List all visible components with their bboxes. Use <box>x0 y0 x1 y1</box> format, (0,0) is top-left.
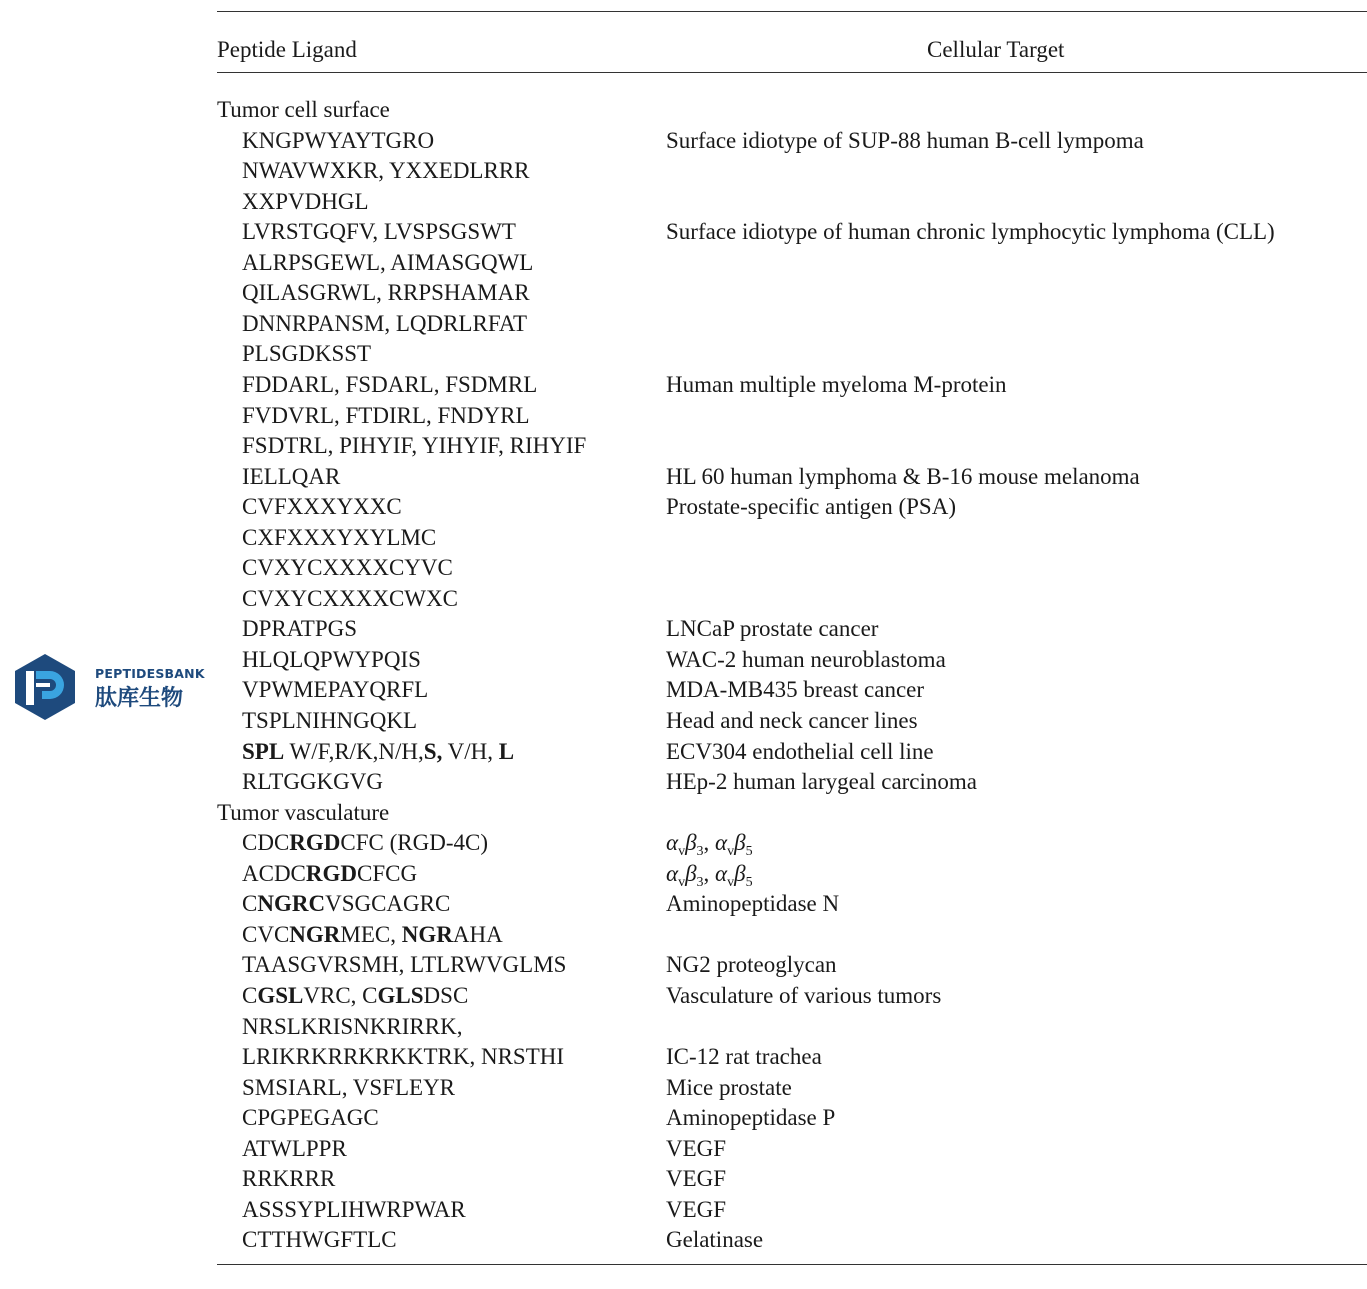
table-top-rule <box>217 11 1367 12</box>
table-row <box>0 339 1367 369</box>
peptide-ligand-cell: NRSLKRISNKRIRRK, <box>242 1013 463 1039</box>
section-heading: Tumor cell surface <box>217 97 390 122</box>
peptide-ligand-cell: HLQLQPWYPQIS <box>242 646 421 672</box>
logo-text-en: PEPTIDESBANK <box>95 666 205 681</box>
peptidesbank-logo-icon <box>12 652 78 722</box>
peptide-ligand-cell: CVFXXXYXXC <box>242 494 402 520</box>
peptide-ligand-cell: FVDVRL, FTDIRL, FNDYRL <box>242 402 530 428</box>
peptide-ligand-cell: ACDCRGDCFCG <box>242 860 418 886</box>
peptide-ligand-cell: CTTHWGFTLC <box>242 1227 397 1253</box>
peptide-ligand-cell: RRKRRR <box>242 1166 336 1192</box>
cellular-target-cell: $\alpha_v\beta_3$, $\alpha_v\beta_5$ <box>666 860 753 890</box>
table-row <box>0 675 1367 705</box>
table-row <box>0 492 1367 522</box>
peptide-ligand-cell: CXFXXXYXYLMC <box>242 524 437 550</box>
peptide-ligand-cell: FDDARL, FSDARL, FSDMRL <box>242 371 538 397</box>
table-row <box>0 1195 1367 1225</box>
table-row <box>0 553 1367 583</box>
cellular-target-cell: Aminopeptidase P <box>666 1105 836 1131</box>
section-heading: Tumor vasculature <box>217 799 390 825</box>
table-row <box>0 248 1367 278</box>
table-row <box>0 401 1367 431</box>
table-row <box>0 981 1367 1011</box>
table-row <box>0 187 1367 217</box>
peptide-ligand-cell: SMSIARL, VSFLEYR <box>242 1074 456 1100</box>
peptide-ligand-cell: CDCRGDCFC (RGD-4C) <box>242 830 489 856</box>
cellular-target-cell: Prostate-specific antigen (PSA) <box>666 494 956 520</box>
table-bottom-rule <box>217 1264 1367 1265</box>
table-row <box>0 126 1367 156</box>
table-row <box>0 1012 1367 1042</box>
table-row <box>0 1134 1367 1164</box>
peptide-ligand-cell: TSPLNIHNGQKL <box>242 708 418 733</box>
peptide-ligand-cell: CVCNGRMEC, NGRAHA <box>242 921 503 947</box>
peptide-ligand-cell: SPL W/F,R/K,N/H,S, V/H, L <box>242 738 515 764</box>
peptide-ligand-cell: ALRPSGEWL, AIMASGQWL <box>242 249 534 275</box>
table-row <box>0 1225 1367 1255</box>
table-row <box>0 156 1367 186</box>
peptide-ligand-cell: CVXYCXXXXCYVC <box>242 555 453 581</box>
cellular-target-cell: VEGF <box>666 1135 727 1161</box>
cellular-target-cell: Mice prostate <box>666 1074 792 1100</box>
cellular-target-cell: $\alpha_v\beta_3$, $\alpha_v\beta_5$ <box>666 830 753 860</box>
peptide-ligand-cell: XXPVDHGL <box>242 188 369 214</box>
column-header-peptide: Peptide Ligand <box>217 37 357 62</box>
cellular-target-cell: HEp-2 human larygeal carcinoma <box>666 769 978 795</box>
table-row <box>0 1042 1367 1072</box>
logo-text-cn: 肽库生物 <box>95 686 184 711</box>
cellular-target-cell: VEGF <box>666 1166 727 1192</box>
table-row <box>0 614 1367 644</box>
peptidesbank-logo <box>12 652 205 724</box>
table-row <box>0 706 1367 736</box>
cellular-target-cell: NG2 proteoglycan <box>666 952 837 978</box>
peptide-ligand-cell: IELLQAR <box>242 463 341 489</box>
cellular-target-cell: Human multiple myeloma M-protein <box>666 371 1007 397</box>
table-row <box>0 1103 1367 1133</box>
peptide-ligand-cell: CVXYCXXXXCWXC <box>242 585 458 611</box>
peptide-ligand-cell: KNGPWYAYTGRO <box>242 127 435 153</box>
table-row <box>0 950 1367 980</box>
peptide-ligand-cell: DPRATPGS <box>242 616 358 642</box>
cellular-target-cell: ECV304 endothelial cell line <box>666 738 934 764</box>
cellular-target-cell: LNCaP prostate cancer <box>666 616 879 642</box>
header-rule <box>217 72 1367 73</box>
table-row <box>0 889 1367 919</box>
peptide-ligand-cell: PLSGDKSST <box>242 341 372 367</box>
peptide-ligand-cell: CPGPEGAGC <box>242 1105 379 1131</box>
table-row <box>0 462 1367 492</box>
table-row <box>0 1073 1367 1103</box>
cellular-target-cell: Surface idiotype of SUP-88 human B-cell lympoma <box>666 127 1144 153</box>
peptide-ligand-cell: RLTGGKGVG <box>242 769 383 795</box>
section-row <box>0 95 1367 125</box>
peptide-ligand-cell: ATWLPPR <box>242 1135 347 1161</box>
table-row <box>0 523 1367 553</box>
cellular-target-cell: WAC-2 human neuroblastoma <box>666 646 946 672</box>
table-row <box>0 217 1367 247</box>
table-row <box>0 431 1367 461</box>
peptide-ligand-cell: VPWMEPAYQRFL <box>242 677 429 703</box>
peptide-ligand-cell: DNNRPANSM, LQDRLRFAT <box>242 310 528 336</box>
table-row <box>0 645 1367 675</box>
table-row <box>0 920 1367 950</box>
table-row <box>0 1164 1367 1194</box>
peptide-ligand-cell: TAASGVRSMH, LTLRWVGLMS <box>242 952 567 978</box>
table-row <box>0 828 1367 858</box>
table-row <box>0 584 1367 614</box>
cellular-target-cell: HL 60 human lymphoma & B-16 mouse melanoma <box>666 463 1140 489</box>
table-row <box>0 278 1367 308</box>
cellular-target-cell: IC-12 rat trachea <box>666 1044 822 1070</box>
peptide-ligand-cell: ASSSYPLIHWRPWAR <box>242 1196 466 1222</box>
cellular-target-cell: Aminopeptidase N <box>666 891 840 917</box>
column-header-target: Cellular Target <box>927 37 1065 62</box>
peptide-ligand-cell: NWAVWXKR, YXXEDLRRR <box>242 158 530 184</box>
peptide-ligand-cell: LRIKRKRRKRKKTRK, NRSTHI <box>242 1044 565 1070</box>
table-row <box>0 309 1367 339</box>
table-row <box>0 370 1367 400</box>
cellular-target-cell: Gelatinase <box>666 1227 764 1253</box>
cellular-target-cell: Surface idiotype of human chronic lymphocytic lymphoma (CLL) <box>666 219 1275 245</box>
peptide-ligand-cell: CGSLVRC, CGLSDSC <box>242 982 469 1008</box>
peptide-ligand-cell: QILASGRWL, RRPSHAMAR <box>242 280 530 306</box>
section-row <box>0 798 1367 828</box>
table-row <box>0 767 1367 797</box>
cellular-target-cell: Vasculature of various tumors <box>666 982 942 1008</box>
table-row <box>0 859 1367 889</box>
cellular-target-cell: VEGF <box>666 1196 727 1222</box>
cellular-target-cell: Head and neck cancer lines <box>666 708 918 733</box>
cellular-target-cell: MDA-MB435 breast cancer <box>666 677 925 703</box>
peptide-ligand-cell: CNGRCVSGCAGRC <box>242 891 451 917</box>
peptide-ligand-cell: LVRSTGQFV, LVSPSGSWT <box>242 219 516 245</box>
peptide-ligand-cell: FSDTRL, PIHYIF, YIHYIF, RIHYIF <box>242 433 587 459</box>
table-row <box>0 737 1367 767</box>
